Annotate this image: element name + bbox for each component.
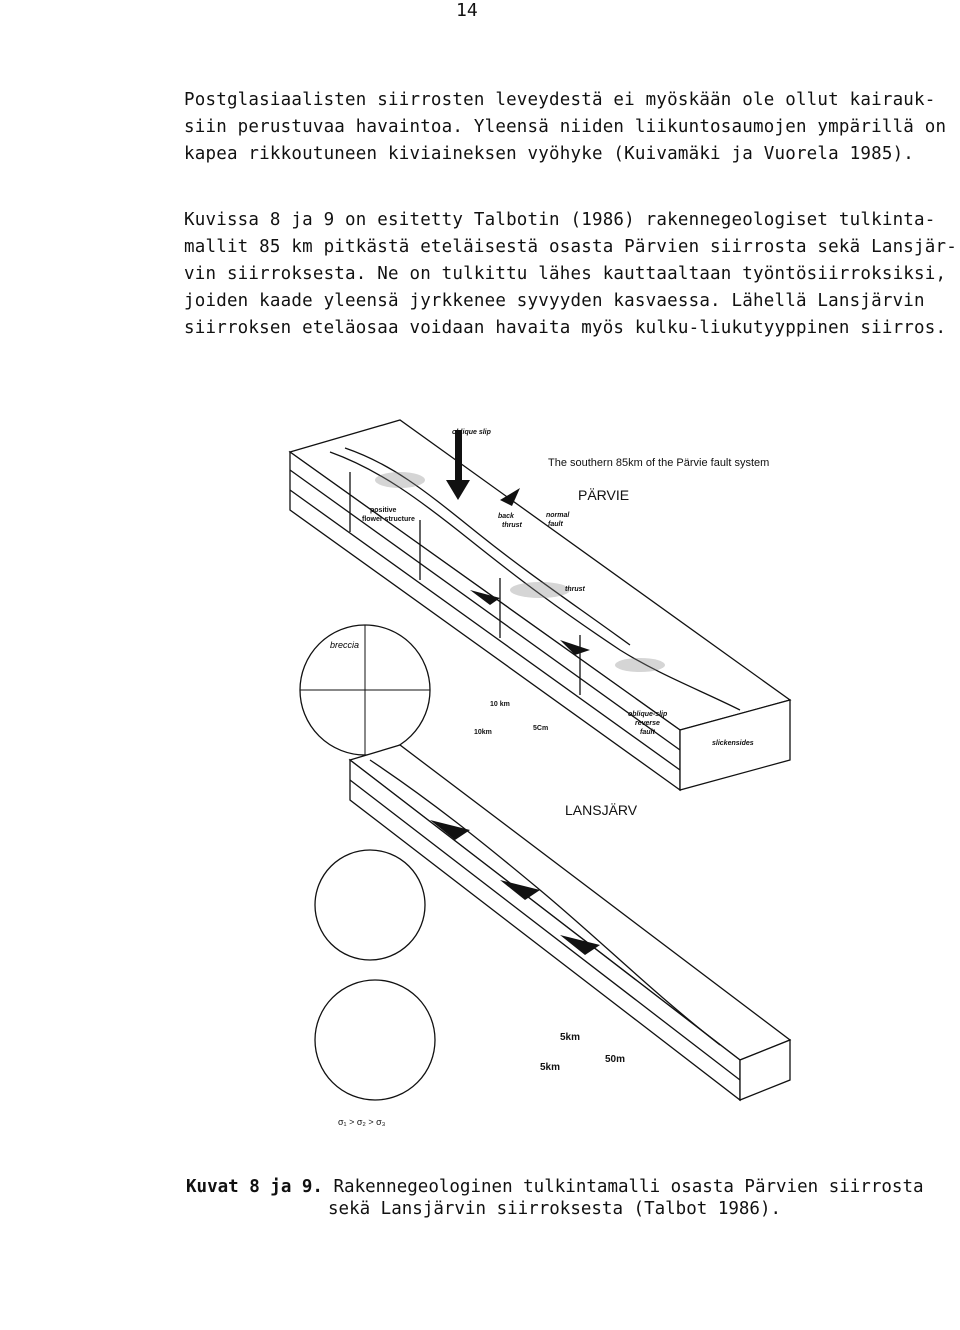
oblique-slip-label: oblique slip (452, 429, 491, 436)
oblique-reverse-label-3: fault (640, 729, 655, 736)
back-thrust-label-2: thrust (502, 522, 522, 529)
stereonet-breccia (300, 625, 430, 755)
page-number: 14 (456, 0, 478, 21)
caption-label: Kuvat 8 ja 9. (186, 1177, 323, 1197)
slickensides-label: slickensides (712, 740, 754, 747)
stereonet-2 (315, 850, 425, 960)
scale-50m: 50m (605, 1054, 626, 1065)
text-line: siirroksen eteläosaa voidaan havaita myös kulku-liukutyyppinen siirros. (184, 318, 947, 338)
text-line: vin siirroksesta. Ne on tulkittu lähes kauttaaltaan työntösiirroksiksi, (184, 264, 947, 284)
normal-fault-label-2: fault (548, 521, 563, 528)
thrust-label: thrust (565, 586, 585, 593)
positive-flower-label: positive (370, 507, 397, 514)
text-line: kapea rikkoutuneen kiviaineksen vyöhyke (Kuivamäki ja Vuorela 1985). (184, 144, 915, 164)
scale-10km-a: 10 km (490, 701, 510, 708)
text-line: siin perustuvaa havaintoa. Yleensä niiden liikuntosaumojen ympärillä on (184, 117, 947, 137)
label-lansjarv: LANSJÄRV (565, 802, 638, 818)
scale-5km-a: 5km (560, 1032, 581, 1043)
text-line: joiden kaade yleensä jyrkkenee syvyyden kasvaessa. Lähellä Lansjärvin (184, 291, 925, 311)
caption-line-1: Rakennegeologinen tulkintamalli osasta Pärvien siirrosta (322, 1177, 924, 1197)
breccia-label: breccia (330, 640, 360, 650)
fault-model-figure (280, 415, 800, 1145)
paragraph-2 (184, 207, 957, 342)
oblique-reverse-label: oblique-slip (628, 711, 668, 718)
stereonet-3 (315, 980, 435, 1100)
normal-fault-label: normal (546, 512, 570, 519)
scale-10km-b: 10km (474, 729, 492, 736)
text-line: Kuvissa 8 ja 9 on esitetty Talbotin (1986) rakennegeologiset tulkinta- (184, 210, 936, 230)
paragraph-1 (184, 87, 947, 168)
scale-5cm: 5Cm (533, 725, 549, 732)
text-line: Postglasiaalisten siirrosten leveydestä ei myöskään ole ollut kairauk- (184, 90, 936, 110)
figure-title: The southern 85km of the Pärvie fault system (548, 457, 770, 469)
label-parvie: PÄRVIE (578, 487, 630, 503)
figure-caption (186, 1176, 926, 1220)
lansjarv-block-diagram (350, 745, 790, 1100)
text-line: mallit 85 km pitkästä eteläisestä osasta Pärvien siirrosta sekä Lansjär- (184, 237, 957, 257)
back-thrust-label: back (498, 513, 514, 520)
caption-line-2: sekä Lansjärvin siirroksesta (Talbot 1986). (328, 1199, 782, 1219)
scale-5km-b: 5km (540, 1062, 561, 1073)
stress-legend: σ₁ > σ₂ > σ₃ (338, 1117, 386, 1127)
positive-flower-label-2: flower structure (362, 516, 415, 523)
oblique-reverse-label-2: reverse (635, 720, 660, 727)
